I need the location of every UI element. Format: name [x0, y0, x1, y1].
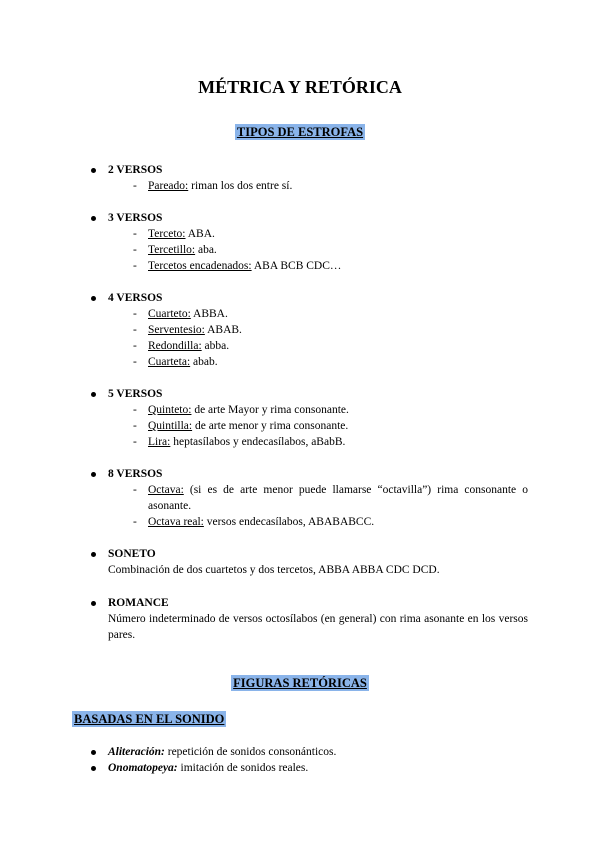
estrofa-block-romance — [108, 595, 528, 643]
sub-list — [108, 178, 528, 194]
list-item — [148, 418, 528, 434]
sub-list — [108, 482, 528, 530]
estrofa-block-5-versos — [108, 386, 528, 450]
estrofa-block-soneto — [108, 546, 528, 578]
section-heading-figuras-text: FIGURAS RETÓRICAS — [233, 676, 367, 690]
estrofa-block-2-versos — [108, 162, 528, 194]
subsection-heading-sonido — [72, 711, 226, 728]
sub-list — [108, 306, 528, 370]
section-heading-figuras — [0, 675, 600, 692]
definition: ABBA. — [190, 308, 228, 320]
definition: abba. — [201, 340, 230, 352]
list-item — [108, 744, 528, 760]
list-item — [148, 402, 528, 418]
list-item — [148, 242, 528, 258]
list-item — [148, 434, 528, 450]
estrofa-block-3-versos — [108, 210, 528, 274]
block-heading: 5 VERSOS — [108, 386, 528, 402]
list-item — [148, 306, 528, 322]
section-heading-estrofas — [0, 124, 600, 141]
block-heading: SONETO — [108, 546, 528, 562]
page-title: MÉTRICA Y RETÓRICA — [198, 77, 402, 97]
sub-list — [108, 402, 528, 450]
list-item — [148, 514, 528, 530]
block-heading: 8 VERSOS — [108, 466, 528, 482]
list-item — [148, 482, 528, 514]
block-heading: 3 VERSOS — [108, 210, 528, 226]
sonido-list — [108, 744, 528, 776]
block-text: Combinación de dos cuartetos y dos tercetos, ABBA ABBA CDC DCD. — [108, 564, 440, 576]
term: Octava real: — [148, 516, 204, 528]
term: Cuarteto: — [148, 308, 191, 320]
definition: imitación de sonidos reales. — [177, 762, 309, 774]
block-heading: ROMANCE — [108, 595, 528, 611]
definition: heptasílabos y endecasílabos, aBabB. — [170, 436, 346, 448]
term: Onomatopeya: — [108, 762, 178, 774]
estrofa-block-8-versos — [108, 466, 528, 530]
list-item — [148, 226, 528, 242]
subsection-heading-sonido-text: BASADAS EN EL SONIDO — [74, 712, 225, 726]
definition: ABA BCB CDC… — [251, 260, 342, 272]
definition: aba. — [195, 244, 217, 256]
definition: abab. — [190, 356, 218, 368]
list-item — [148, 354, 528, 370]
term: Quinteto: — [148, 404, 192, 416]
sub-list — [108, 226, 528, 274]
term: Serventesio: — [148, 324, 205, 336]
list-item — [148, 322, 528, 338]
block-heading: 2 VERSOS — [108, 162, 528, 178]
definition: ABAB. — [204, 324, 242, 336]
definition: riman los dos entre sí. — [188, 180, 293, 192]
term: Tercetillo: — [148, 244, 196, 256]
term: Pareado: — [148, 180, 189, 192]
term: Aliteración: — [108, 746, 165, 758]
block-heading: 4 VERSOS — [108, 290, 528, 306]
block-text: Número indeterminado de versos octosílabos (en general) con rima asonante en los versos pares. — [108, 613, 528, 641]
definition: repetición de sonidos consonánticos. — [164, 746, 337, 758]
term: Lira: — [148, 436, 171, 448]
definition: ABA. — [185, 228, 215, 240]
section-heading-estrofas-text: TIPOS DE ESTROFAS — [236, 125, 364, 139]
term: Terceto: — [148, 228, 186, 240]
term: Redondilla: — [148, 340, 202, 352]
definition: de arte Mayor y rima consonante. — [191, 404, 349, 416]
estrofa-block-4-versos — [108, 290, 528, 370]
term: Octava: — [148, 484, 184, 496]
list-item — [148, 178, 528, 194]
definition: de arte menor y rima consonante. — [192, 420, 349, 432]
term: Tercetos encadenados: — [148, 260, 252, 272]
list-item — [148, 258, 528, 274]
term: Cuarteta: — [148, 356, 191, 368]
list-item — [108, 760, 528, 776]
definition: (si es de arte menor puede llamarse “octavilla”) rima consonante o asonante. — [148, 484, 528, 512]
list-item — [148, 338, 528, 354]
term: Quintilla: — [148, 420, 193, 432]
definition: versos endecasílabos, ABABABCC. — [203, 516, 375, 528]
